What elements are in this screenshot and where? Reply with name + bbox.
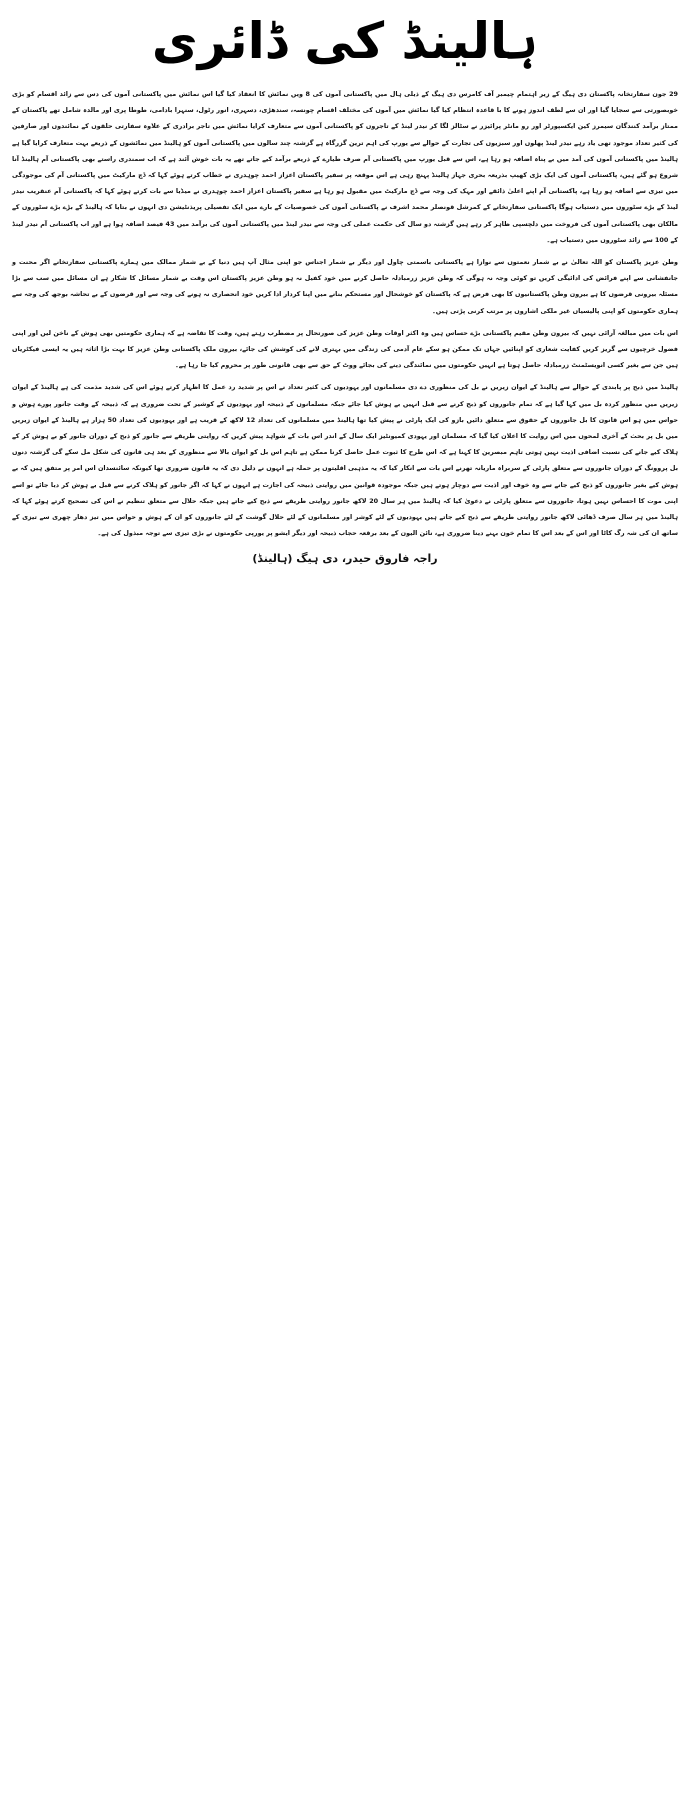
article-body xyxy=(12,86,678,541)
paragraph-mango-exhibition: 29 جون سفارتخانہ پاکستان دی ہیگ کے زیر اہتمام چیمبر آف کامرس دی ہیگ کے ذیلی ہال میں پاکستانی آموں کی 8 ویں نمائش کا انعقاد کیا گیا اس نمائش میں پاکستانی آموں کی دس سے زائد اقسام کو بڑی خوبصورتی سے سجایا گیا اور ان سے لطف اندوز ہونے کا با قاعدہ انتظام کیا گیا نمائش میں آموں کی مختلف اقسام چونسہ، سندھڑی، دسہری، انور رٹول، سنہرا بادامی، طوطا پری اور مالدہ شامل تھے پاکستان کے ممتاز برآمد کنندگان سیمرز کین ایکسپورٹر اور رو مانٹر پرائیزر نے سٹالز لگا کر نیدر لینڈ کے تاجروں کو پاکستانی آموں سے متعارف کرایا نمائش میں تاجر برادری کے علاوہ سفارتی حلقوں کے نمائندوں اور صارفین کی کثیر تعداد موجود تھی یاد رہے نیدر لینڈ پھلوں اور سبزیوں کی تجارت کے حوالے سے یورپ کی اہم ترین گزرگاہ ہے گزشتہ چند سالوں میں پاکستانی آموں کو ہالینڈ میں نمائشوں کے ذریعے بہت متعارف کرایا گیا ہے ہالینڈ میں پاکستانی آموں کی آمد میں بے پناہ اضافہ ہو رہا ہے، اس سے قبل یورپ میں پاکستانی آم صرف طیارے کے ذریعے برآمد کیے جاتے تھے یہ بات خوش آئند ہے کہ اب سمندری راستے بھی پاکستانی آم ہالینڈ آنا شروع ہو گئے ہیں، پاکستانی آموں کی ایک بڑی کھیپ بذریعہ بحری جہاز ہالینڈ پہنچ رہی ہے اس موقعہ پر سفیر پاکستان اعزاز احمد چوہدری نے خطاب کرتے ہوئے کہا کہ ڈچ مارکیٹ میں پاکستانی آم کی موجودگی میں تیزی سے اضافہ ہو رہا ہے، پاکستانی آم اپنے اعلیٰ ذائقے اور مہک کی وجہ سے ڈچ مارکیٹ میں مقبول ہو رہا ہے سفیر پاکستان اعزاز احمد چوہدری نے میڈیا سے بات کرتے ہوئے کہا کہ پاکستانی آم عنقریب نیدر لینڈ کے بڑے سٹوروں میں دستیاب ہوگا پاکستانی سفارتخانے کے کمرشل قونصلر محمد اشرف نے پاکستانی آموں کی خصوصیات کے بارے میں ایک تفصیلی پریذنٹیشن دی انہوں نے بتایا کہ ہالینڈ کے بڑے بڑے سٹوروں کے مالکان بھی پاکستانی آموں کی فروخت میں دلچسپی ظاہر کر رہے ہیں گزشتہ دو سال کی حکمت عملی کی وجہ سے نیدر لینڈ میں پاکستانی آموں کی برآمد میں 43 فیصد اضافہ ہوا ہے اور اب پاکستانی آم نیدر لینڈ کے 100 سے زائد سٹوروں میں دستیاب ہے۔ xyxy=(12,90,678,244)
author-byline: راجہ فاروق حیدر، دی ہیگ (ہالینڈ) xyxy=(252,552,438,566)
paragraph-overseas-pakistanis: اس بات میں مبالغہ آرائی نہیں کہ بیرون وطن مقیم پاکستانی بڑے حساس ہیں وہ اکثر اوقات وطن عزیز کی صورتحال پر مضطرب رہتے ہیں، وقت کا تقاضہ ہے کہ ہماری حکومتیں بھی ہوش کے ناخن لیں اور اپنی فضول خرچیوں سے گریز کریں کفایت شعاری کو اپنائیں جہاں تک ممکن ہو سکے عام آدمی کی زندگی میں بہتری لانے کی کوشش کی جائے، بیرون ملک پاکستانی وطن عزیز کا بہت بڑا اثاثہ ہیں یہ ایسی فیکٹریاں ہیں جن سے بغیر کسی انویسٹمنٹ زرمبادلہ حاصل ہوتا ہے انہیں حکومتوں میں نمائندگی دینے کی بجائے ووٹ کے حق سے بھی قانونی طور پر محروم کیا جا رہا ہے۔ xyxy=(12,328,678,370)
column-headline: ہالینڈ کی ڈائری xyxy=(151,12,539,70)
paragraph-slaughter-ban: ہالینڈ میں ذبح پر پابندی کے حوالے سے ہالینڈ کے ایوان زیریں نے بل کی منظوری دے دی مسلمانوں اور یہودیوں کی کثیر تعداد نے اس پر شدید رد عمل کا اظہار کرتے ہوئے اس کی شدید مذمت کی ہے ہالینڈ کے ایوان زیریں میں منظور کردہ بل میں کہا گیا ہے کہ تمام جانوروں کو ذبح کرنے سے قبل انہیں بے ہوش کیا جائے جبکہ مسلمانوں کے ذبیحہ اور یہودیوں کے کوشیر کے تحت ضروری ہے کہ ذبیحہ کے وقت جانور پورے ہوش و حواس میں ہو اس قانون کا بل جانوروں کے حقوق سے متعلق دائیں بازو کی ایک پارٹی نے پیش کیا تھا ہالینڈ میں مسلمانوں کی تعداد 12 لاکھ کے قریب ہے اور یہودیوں کی تعداد 50 ہزار ہے ہالینڈ کے ایوان زیریں میں بل پر بحث کے آخری لمحوں میں اس روایت کا اعلان کیا گیا کہ مسلمان اور یہودی کمیونٹیز ایک سال کے اندر اس بات کے شواہد پیش کریں کہ روایتی طریقے سے جانور کو ذبح کے دوران جانور کو بے ہوش کر کے ہلاک کیے جانے کی نسبت اضافی اذیت نہیں ہوتی تاہم مبصرین کا کہنا ہے کہ اس طرح کا ثبوت عمل حاصل کرنا ممکن ہے تاہم اس بل کو ایوان بالا سے منظوری کے بعد ہی قانون کی شکل مل سکے گی گزشتہ دنوں بل پروونگ کے دوران جانوروں سے متعلق پارٹی کے سربراہ ماریانہ تھرنے اس بات سے انکار کیا کہ یہ مذہبی اقلیتوں پر حملہ ہے انہوں نے دلیل دی کہ یہ قانون ضروری تھا کیونکہ سائنسدان اس امر پر متفق ہیں کہ بے ہوش کیے بغیر جانوروں کو ذبح کیے جانے سے وہ خوف اور اذیت سے دوچار ہوتے ہیں جبکہ موجودہ قوانین میں روایتی ذبیحہ کی اجازت ہے انہوں نے کہا کہ اگر جانور کو ہلاک کرنے سے قبل بے ہوش کر دیا جائے تو اسے اپنی موت کا احساس نہیں ہوتا، جانوروں سے متعلق پارٹی نے دعویٰ کیا کہ ہالینڈ میں ہر سال 20 لاکھ جانور روایتی طریقے سے ذبح کیے جاتے ہیں جبکہ حلال سے متعلق تنظیم نے اس کی تصحیح کرتے ہوئے کہا کہ ہالینڈ میں ہر سال صرف ڈھائی لاکھ جانور روایتی طریقے سے ذبح کیے جاتے ہیں یہودیوں کے لئے کوشر اور مسلمانوں کے لئے حلال گوشت کے لئے جانوروں کو ان کے ہوش و حواس میں تیز دھار چھری سے تیزی کے ساتھ ان کی شہ رگ کاٹا اور اس کے بعد اس کا تمام خون بہنے دینا ضروری ہے، نائن الیون کے بعد برقعہ حجاب ذبیحہ اور دیگر ایشو پر یورپی حکومتوں نے بڑی تیزی سے توجہ مبذول کی ہے۔ xyxy=(12,383,678,538)
paragraph-pakistan-blessings: وطن عزیز پاکستان کو اللہ تعالیٰ نے بے شمار نعمتوں سے نوازا ہے پاکستانی باسمتی چاول اور دیگر بے شمار اجناس جو اپنی مثال آپ ہیں دنیا کے بے شمار ممالک میں ہمارے پاکستانی سفارتخانے اگر محنت و جانفشانی سے اپنے فرائض کی ادائیگی کریں تو کوئی وجہ نہ ہوگی کہ وطن عزیز زرمبادلہ حاصل کرنے میں خود کفیل نہ ہو وطن عزیز پاکستان اس وقت بے شمار مسائل کا شکار ہے ان مسائل میں سب سے بڑا مسئلہ بیرونی قرضوں کا ہے بیرون وطن پاکستانیوں کا بھی فرض ہے کہ پاکستان کو خوشحال اور مستحکم بنانے میں اپنا کردار ادا کریں خود انحصاری نہ ہونے کی وجہ سے اور قرضوں کے بے تحاشہ بوجھ کی وجہ سے ہماری حکومتوں کو اپنی پالیسیاں غیر ملکی اشاروں پر مرتب کرنی پڑتی ہیں۔ xyxy=(12,258,678,315)
